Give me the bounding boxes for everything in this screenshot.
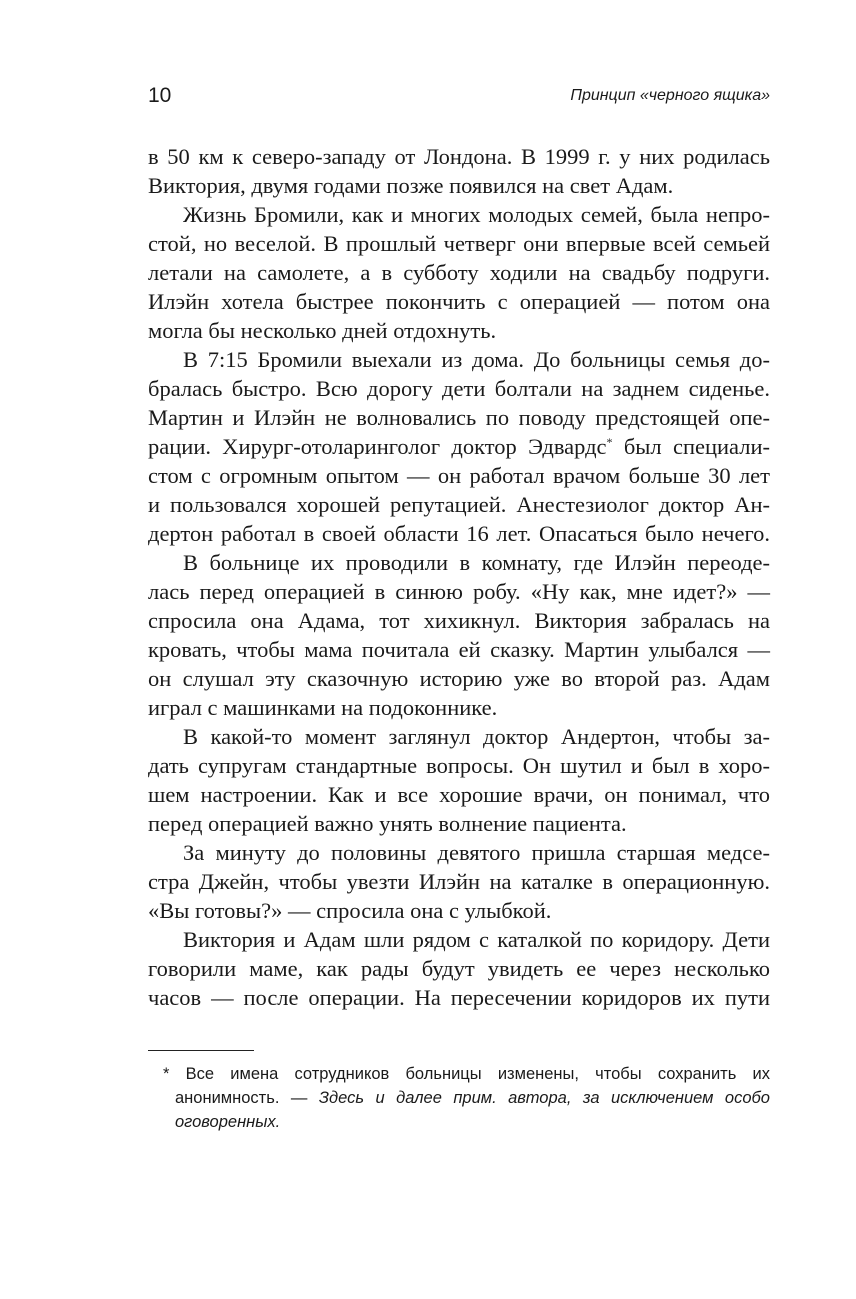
text-line	[148, 142, 770, 171]
text-segment: перед операцией важно унять волнение пациента.	[148, 811, 627, 836]
text-segment: стой, но веселой. В прошлый четверг они впервые всей семьей	[148, 231, 770, 256]
footnote-marker: *	[606, 435, 613, 449]
text-line	[148, 229, 770, 258]
text-segment: стра Джейн, чтобы увезти Илэйн на каталке в операционную.	[148, 869, 770, 894]
text-segment: был специали-	[612, 434, 770, 459]
page-header	[148, 84, 770, 110]
text-line	[148, 983, 770, 1012]
text-segment: летали на самолете, а в субботу ходили на свадьбу подруги.	[148, 260, 770, 285]
text-line	[148, 258, 770, 287]
text-segment: могла бы несколько дней отдохнуть.	[148, 318, 497, 343]
text-segment: В больнице их проводили в комнату, где Илэйн переоде-	[183, 550, 770, 575]
text-segment: в 50 км к северо-западу от Лондона. В 1999 г. у них родилась	[148, 144, 770, 169]
text-segment: бралась быстро. Всю дорогу дети болтали на заднем сиденье.	[148, 376, 770, 401]
text-line	[148, 171, 770, 200]
text-line	[148, 432, 770, 461]
text-segment: «Вы готовы?» — спросила она с улыбкой.	[148, 898, 552, 923]
text-segment: и пользовался хорошей репутацией. Анестезиолог доктор Ан-	[148, 492, 770, 517]
text-segment: В какой-то момент заглянул доктор Андертон, чтобы за-	[183, 724, 770, 749]
text-line	[148, 780, 770, 809]
footnote	[163, 1062, 770, 1134]
text-line	[148, 838, 770, 867]
text-line	[148, 461, 770, 490]
text-segment: Виктория и Адам шли рядом с каталкой по коридору. Дети	[183, 927, 770, 952]
text-line	[148, 635, 770, 664]
text-line	[148, 519, 770, 548]
text-line	[148, 403, 770, 432]
text-segment: Илэйн хотела быстрее покончить с операцией — потом она	[148, 289, 770, 314]
footnote-line	[163, 1062, 770, 1086]
text-segment: рации. Хирург-отоларинголог доктор Эдвардс	[148, 434, 607, 459]
text-segment: Жизнь Бромили, как и многих молодых семей, была непро-	[183, 202, 770, 227]
text-line	[148, 693, 770, 722]
text-line	[148, 374, 770, 403]
text-segment: * Все имена сотрудников больницы изменены, чтобы сохранить их	[163, 1065, 770, 1083]
text-segment: спросила она Адама, тот хихикнул. Виктория забралась на	[148, 608, 770, 633]
text-segment: Здесь и далее прим. автора, за исключением особо	[318, 1089, 770, 1107]
text-line	[148, 287, 770, 316]
text-segment: Виктория, двумя годами позже появился на свет Адам.	[148, 173, 674, 198]
text-line	[148, 925, 770, 954]
text-line	[148, 345, 770, 374]
text-segment: лась перед операцией в синюю робу. «Ну как, мне идет?» —	[148, 579, 770, 604]
text-segment: кровать, чтобы мама почитала ей сказку. Мартин улыбался —	[148, 637, 770, 662]
text-segment: В 7:15 Бромили выехали из дома. До больницы семья до-	[183, 347, 770, 372]
text-line	[148, 200, 770, 229]
text-line	[148, 751, 770, 780]
footnote-line	[163, 1110, 770, 1134]
text-segment: он слушал эту сказочную историю уже во второй раз. Адам	[148, 666, 770, 691]
text-segment: играл с машинками на подоконнике.	[148, 695, 498, 720]
text-line	[148, 316, 770, 345]
text-line	[148, 606, 770, 635]
text-segment: За минуту до половины девятого пришла старшая медсе-	[183, 840, 770, 865]
text-segment: Мартин и Илэйн не волновались по поводу предстоящей опе-	[148, 405, 770, 430]
text-line	[148, 867, 770, 896]
text-segment: стом с огромным опытом — он работал врачом больше 30 лет	[148, 463, 770, 488]
footnote-divider	[148, 1050, 254, 1051]
body-text	[148, 142, 770, 1012]
text-segment: часов — после операции. На пересечении коридоров их пути	[148, 985, 770, 1010]
text-segment: говорили маме, как рады будут увидеть ее через несколько	[148, 956, 770, 981]
footnote-line	[163, 1086, 770, 1110]
text-line	[148, 722, 770, 751]
text-segment: дертон работал в своей области 16 лет. Опасаться было нечего.	[148, 521, 770, 546]
text-line	[148, 954, 770, 983]
text-line	[148, 896, 770, 925]
text-line	[148, 664, 770, 693]
text-line	[148, 809, 770, 838]
text-segment: оговоренных.	[175, 1113, 281, 1131]
text-line	[148, 548, 770, 577]
text-segment: анонимность. —	[175, 1089, 319, 1107]
text-segment: дать супругам стандартные вопросы. Он шутил и был в хоро-	[148, 753, 770, 778]
page-number: 10	[148, 84, 172, 107]
text-line	[148, 490, 770, 519]
text-segment: шем настроении. Как и все хорошие врачи, он понимал, что	[148, 782, 770, 807]
text-line	[148, 577, 770, 606]
running-head: Принцип «черного ящика»	[570, 87, 770, 104]
